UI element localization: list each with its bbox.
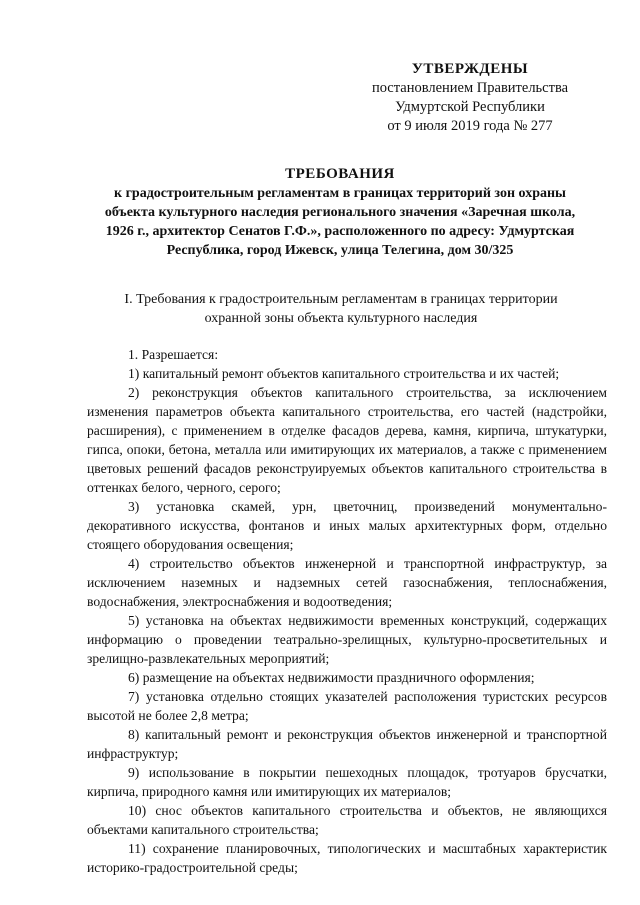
list-item: 1) капитальный ремонт объектов капитального строительства и их частей; xyxy=(128,366,560,381)
list-item: 10) снос объектов капитального строительства и объектов, не являющихся объектами капитального строительства; xyxy=(87,803,607,837)
list-title: 1. Разрешается: xyxy=(128,347,219,362)
list-item: 8) капитальный ремонт и реконструкция объектов инженерной и транспортной инфраструктур; xyxy=(87,727,607,761)
list-item: 6) размещение на объектах недвижимости праздничного оформления; xyxy=(128,670,535,685)
list-item: 2) реконструкция объектов капитального строительства, за исключением изменения параметров объекта капитального строительства, его частей (надстройки, расширения), с применением в отделке фасадов дерева, камня, кирпича, штукатурки, гипса, опоки, бетона, металла или имитирующих их материалов, а также с применением цветовых решений фасадов реконструируемых объектов капитального строительства в оттенках белого, черного, серого; xyxy=(87,385,607,495)
list-item: 4) строительство объектов инженерной и транспортной инфраструктур, за исключением наземных и надземных сетей газоснабжения, теплоснабжения, водоснабжения, электроснабжения и водоотведения; xyxy=(87,556,607,609)
approval-line-2: Удмуртской Республики xyxy=(395,99,545,115)
list-item: 3) установка скамей, урн, цветочниц, произведений монументально-декоративного искусства, фонтанов и иных малых архитектурных форм, отдельно стоящего оборудования освещения; xyxy=(87,499,607,552)
approval-heading: УТВЕРЖДЕНЫ xyxy=(411,61,529,77)
section-heading: I. Требования к градостроительным регламентам в границах территории охранной зоны объекта культурного наследия xyxy=(124,292,558,326)
document-title xyxy=(100,165,580,260)
document-body xyxy=(87,345,607,877)
list-item: 5) установка на объектах недвижимости временных конструкций, содержащих информацию о проведении театрально-зрелищных, культурно-просветительных и зрелищно-развлекательных мероприятий; xyxy=(87,613,607,666)
title-main: ТРЕБОВАНИЯ xyxy=(285,166,395,182)
title-subtitle: к градостроительным регламентам в границах территорий зон охраны объекта культурного наследия регионального значения «Заречная школа, 1926 г., архитектор Сенатов Г.Ф.», расположенного по адресу: Удмуртская Республика, город Ижевск, улица Телегина, дом 30/325 xyxy=(104,186,576,258)
approval-line-1: постановлением Правительства xyxy=(371,80,569,96)
list-item: 7) установка отдельно стоящих указателей расположения туристских ресурсов высотой не более 2,8 метра; xyxy=(87,689,607,723)
list-item: 9) использование в покрытии пешеходных площадок, тротуаров брусчатки, кирпича, природного камня или имитирующих их материалов; xyxy=(87,765,607,799)
approval-line-3: от 9 июля 2019 года № 277 xyxy=(387,118,553,134)
list-item: 11) сохранение планировочных, типологических и масштабных характеристик историко-градостроительной среды; xyxy=(87,841,607,875)
approval-stamp xyxy=(360,60,580,136)
